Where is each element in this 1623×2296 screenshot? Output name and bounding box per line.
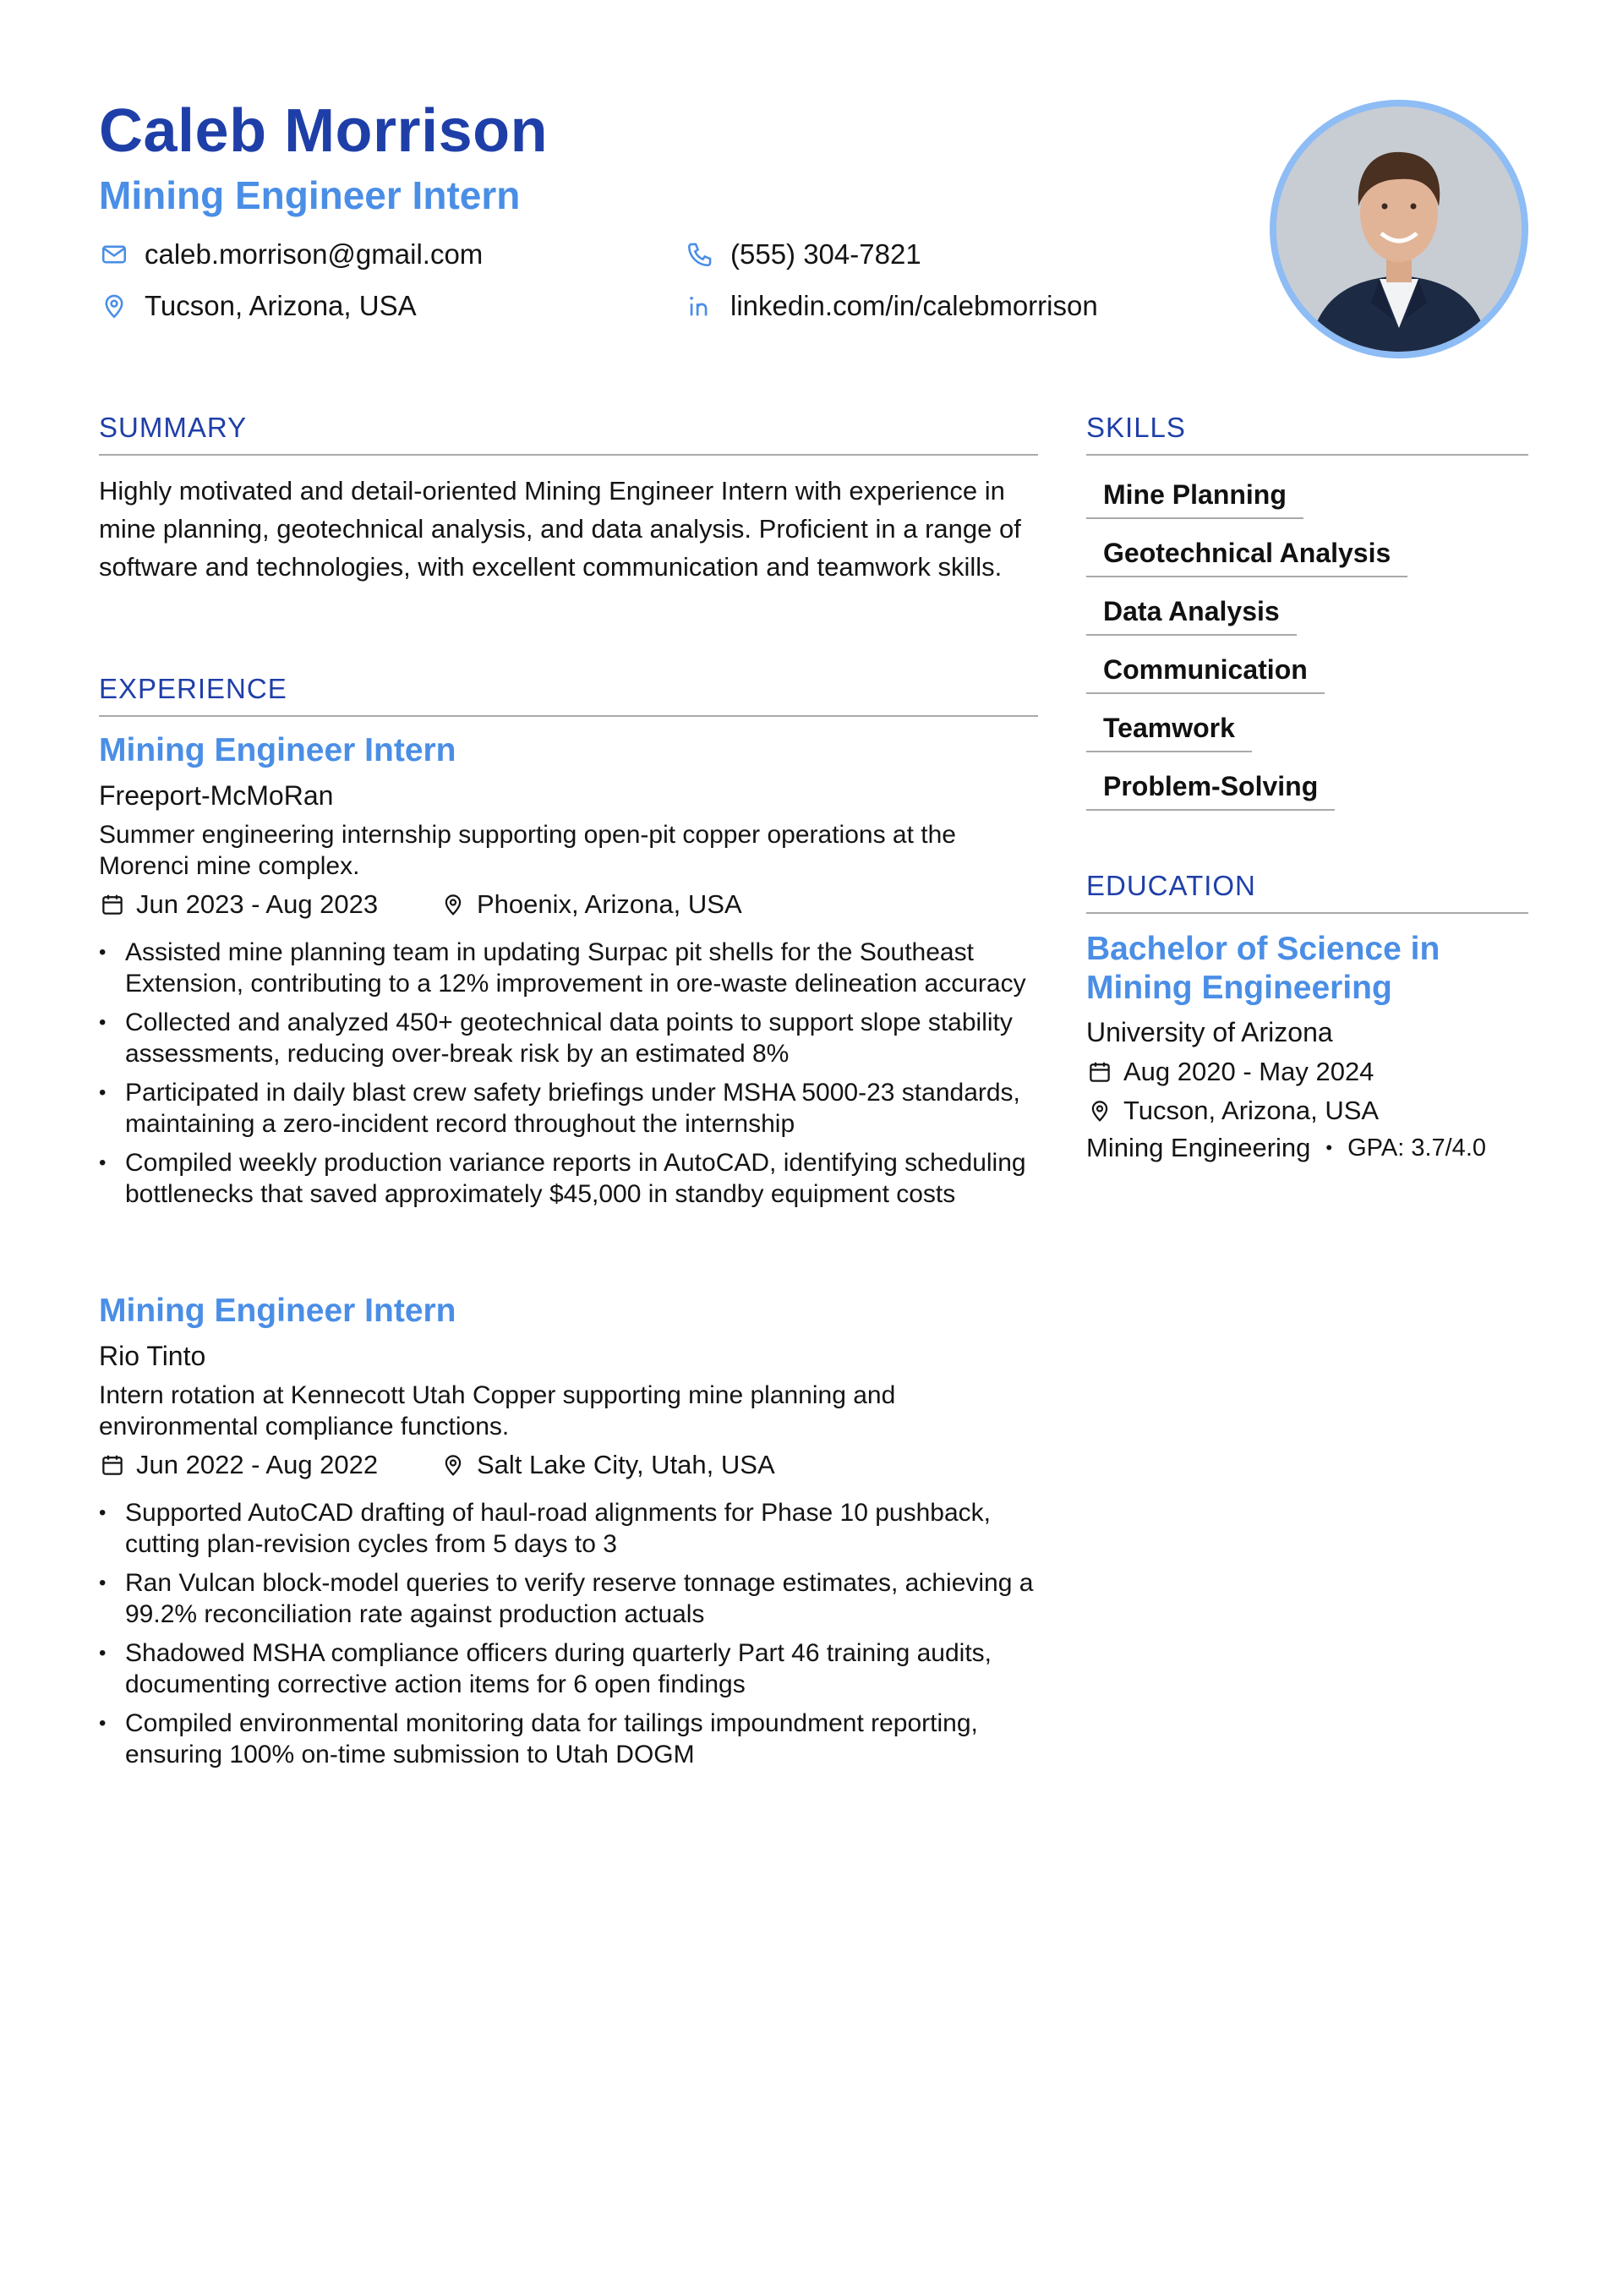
calendar-icon	[1086, 1058, 1113, 1085]
degree-title: Bachelor of Science in Mining Engineering	[1086, 931, 1440, 1006]
gpa: GPA: 3.7/4.0	[1347, 1134, 1486, 1162]
education-dates-text: Aug 2020 - May 2024	[1123, 1057, 1374, 1086]
separator-dot: •	[1325, 1137, 1333, 1158]
location-pin-icon	[440, 1451, 467, 1479]
contact-location-text: Tucson, Arizona, USA	[145, 290, 417, 321]
job-bullet: • Compiled environmental monitoring data for tailings impoundment reporting, ensuring 100% on-time submission to Utah DOGM	[99, 1708, 1037, 1770]
job-bullet: • Shadowed MSHA compliance officers during quarterly Part 46 training audits, documenting corrective action items for 6 open findings	[99, 1637, 1037, 1700]
job-location-text: Salt Lake City, Utah, USA	[477, 1450, 775, 1479]
job-bullet: • Collected and analyzed 450+ geotechnical data points to support slope stability assessments, reducing over-break risk by an estimated 8%	[99, 1007, 1037, 1069]
calendar-icon	[99, 1451, 126, 1479]
job-bullet: • Ran Vulcan block-model queries to verify reserve tonnage estimates, achieving a 99.2% reconciliation rate against production actuals	[99, 1567, 1037, 1630]
contact-location	[99, 290, 417, 322]
summary-section-title: SUMMARY	[99, 412, 248, 443]
job-bullet-list	[99, 1497, 1037, 1778]
skill-tag: Mine Planning	[1086, 479, 1303, 519]
job-bullet-list	[99, 937, 1037, 1217]
field-of-study: Mining Engineering	[1086, 1133, 1311, 1162]
job-dates	[99, 889, 378, 920]
linkedin-icon	[685, 291, 715, 321]
education-location-text: Tucson, Arizona, USA	[1123, 1096, 1380, 1125]
experience-divider	[99, 715, 1038, 717]
skill-tag: Problem-Solving	[1086, 771, 1335, 811]
contact-phone-text: (555) 304-7821	[730, 238, 921, 270]
job-title: Mining Engineer Intern	[99, 732, 456, 768]
job-bullet: • Assisted mine planning team in updating Surpac pit shells for the Southeast Extension, contributing to a 12% improvement in ore-waste delineation accuracy	[99, 937, 1037, 999]
job-description: Summer engineering internship supporting open-pit copper operations at the Morenci mine complex.	[99, 821, 956, 880]
location-pin-icon	[440, 891, 467, 918]
job-title: Mining Engineer Intern	[99, 1293, 456, 1329]
phone-icon	[685, 239, 715, 270]
contact-email-text: caleb.morrison@gmail.com	[145, 238, 484, 270]
job-dates-text: Jun 2023 - Aug 2023	[136, 889, 379, 919]
education-divider	[1086, 912, 1528, 914]
contact-phone[interactable]	[685, 238, 921, 271]
summary-divider	[99, 454, 1038, 456]
contact-email[interactable]	[99, 238, 483, 271]
education-field-row	[1086, 1133, 1486, 1163]
skills-section-title: SKILLS	[1086, 412, 1186, 443]
job-company: Freeport-McMoRan	[99, 780, 334, 811]
contact-linkedin[interactable]	[685, 290, 1098, 322]
job-location	[440, 889, 742, 920]
profile-photo-portrait	[1276, 107, 1522, 352]
candidate-name: Caleb Morrison	[99, 97, 549, 165]
job-bullet: • Participated in daily blast crew safety briefings under MSHA 5000-23 standards, maintaining a zero-incident record throughout the internship	[99, 1077, 1037, 1140]
job-dates	[99, 1450, 378, 1480]
skills-divider	[1086, 454, 1528, 456]
school-name: University of Arizona	[1086, 1017, 1333, 1047]
job-company: Rio Tinto	[99, 1341, 206, 1371]
skill-tag: Communication	[1086, 654, 1325, 694]
calendar-icon	[99, 891, 126, 918]
job-location-text: Phoenix, Arizona, USA	[477, 889, 742, 919]
education-dates	[1086, 1057, 1374, 1087]
skill-tag: Teamwork	[1086, 713, 1252, 752]
location-pin-icon	[99, 291, 129, 321]
education-location	[1086, 1096, 1379, 1126]
candidate-role: Mining Engineer Intern	[99, 173, 521, 217]
summary-text: Highly motivated and detail-oriented Mining Engineer Intern with experience in mine planning, geotechnical analysis, and data analysis. Proficient in a range of software and technologies, with excellent communication and teamwork skills.	[99, 476, 1021, 582]
job-location	[440, 1450, 775, 1480]
education-section-title: EDUCATION	[1086, 870, 1256, 901]
job-description: Intern rotation at Kennecott Utah Copper supporting mine planning and environmental compliance functions.	[99, 1381, 896, 1440]
contact-linkedin-text: linkedin.com/in/calebmorrison	[730, 290, 1098, 321]
skill-tag: Geotechnical Analysis	[1086, 538, 1407, 577]
job-bullet: • Compiled weekly production variance reports in AutoCAD, identifying scheduling bottlenecks that saved approximately $45,000 in standby equipment costs	[99, 1147, 1037, 1210]
experience-section-title: EXPERIENCE	[99, 673, 287, 704]
profile-photo	[1270, 100, 1528, 358]
job-dates-text: Jun 2022 - Aug 2022	[136, 1450, 379, 1479]
mail-icon	[99, 239, 129, 270]
job-bullet: • Supported AutoCAD drafting of haul-road alignments for Phase 10 pushback, cutting plan-revision cycles from 5 days to 3	[99, 1497, 1037, 1560]
location-pin-icon	[1086, 1097, 1113, 1124]
skill-tag: Data Analysis	[1086, 596, 1297, 636]
